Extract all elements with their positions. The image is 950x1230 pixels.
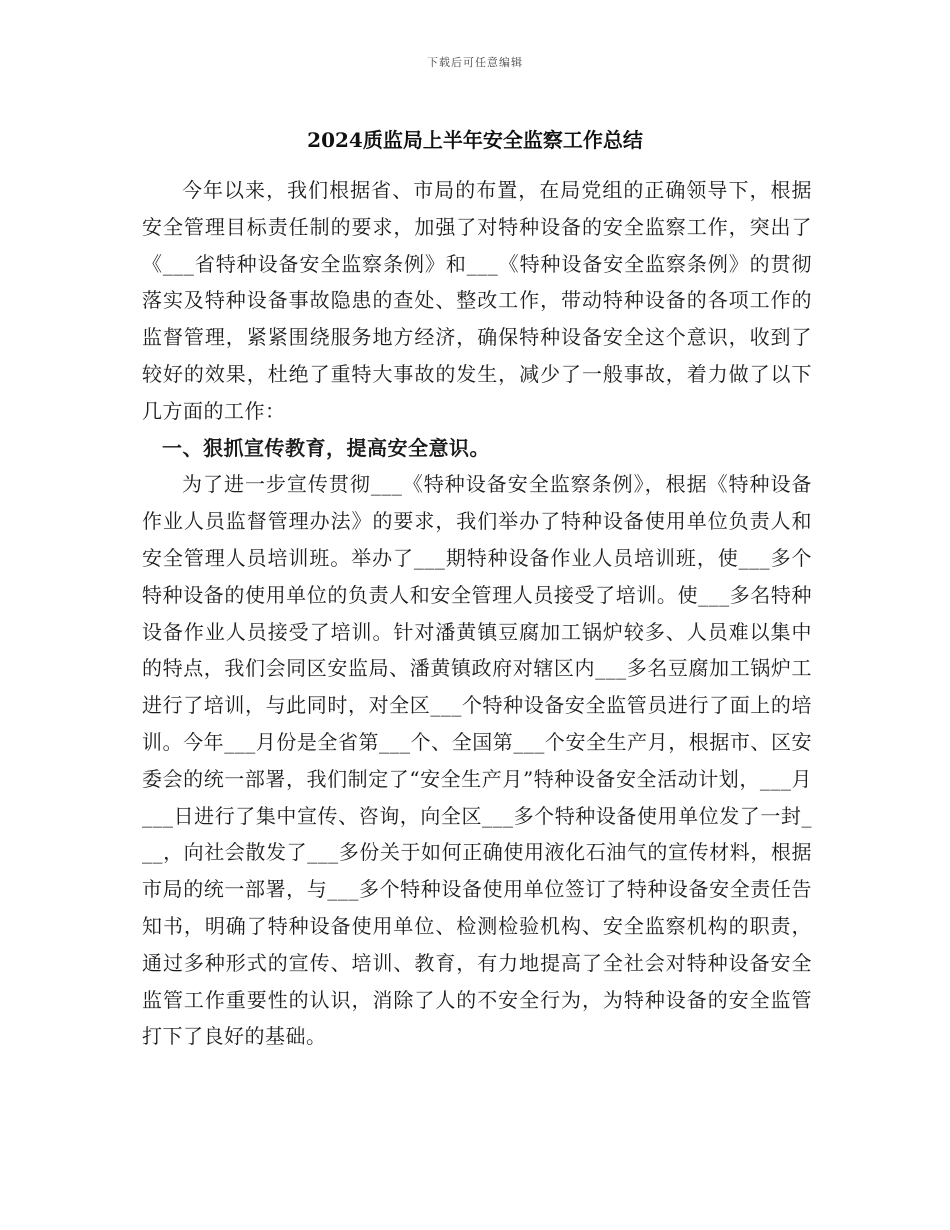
intro-paragraph: 今年以来，我们根据省、市局的布置，在局党组的正确领导下，根据安全管理目标责任制的要求，加强了对特种设备的安全监察工作，突出了《___省特种设备安全监察条例》和___《特种设备安全监察条例》的贯彻落实及特种设备事故隐患的查处、整改工作，带动特种设备的各项工作的监督管理，紧紧围绕服务地方经济，确保特种设备安全这个意识，收到了较好的效果，杜绝了重特大事故的发生，减少了一般事故，着力做了以下几方面的工作： bbox=[142, 178, 812, 423]
document-title: 2024质监局上半年安全监察工作总结 bbox=[307, 128, 643, 152]
document-body bbox=[142, 172, 812, 1055]
section-heading-1: 一、狠抓宣传教育，提高安全意识。 bbox=[162, 435, 490, 460]
section-1-paragraph: 为了进一步宣传贯彻___《特种设备安全监察条例》，根据《特种设备作业人员监督管理办法》的要求，我们举办了特种设备使用单位负责人和安全管理人员培训班。举办了___期特种设备作业人员培训班，使___多个特种设备的使用单位的负责人和安全管理人员接受了培训。使___多名特种设备作业人员接受了培训。针对潘黄镇豆腐加工锅炉较多、人员难以集中的特点，我们会同区安监局、潘黄镇政府对辖区内___多名豆腐加工锅炉工进行了培训，与此同时，对全区___个特种设备安全监管员进行了面上的培训。今年___月份是全省第___个、全国第___个安全生产月，根据市、区安委会的统一部署，我们制定了“安全生产月”特种设备安全活动计划，___月___日进行了集中宣传、咨询，向全区___多个特种设备使用单位发了一封___，向社会散发了___多份关于如何正确使用液化石油气的宣传材料，根据市局的统一部署，与___多个特种设备使用单位签订了特种设备安全责任告知书，明确了特种设备使用单位、检测检验机构、安全监察机构的职责，通过多种形式的宣传、培训、教育，有力地提高了全社会对特种设备安全监管工作重要性的认识，消除了人的不安全行为，为特种设备的安全监管打下了良好的基础。 bbox=[142, 472, 812, 1049]
header-note: 下载后可任意编辑 bbox=[427, 56, 523, 69]
